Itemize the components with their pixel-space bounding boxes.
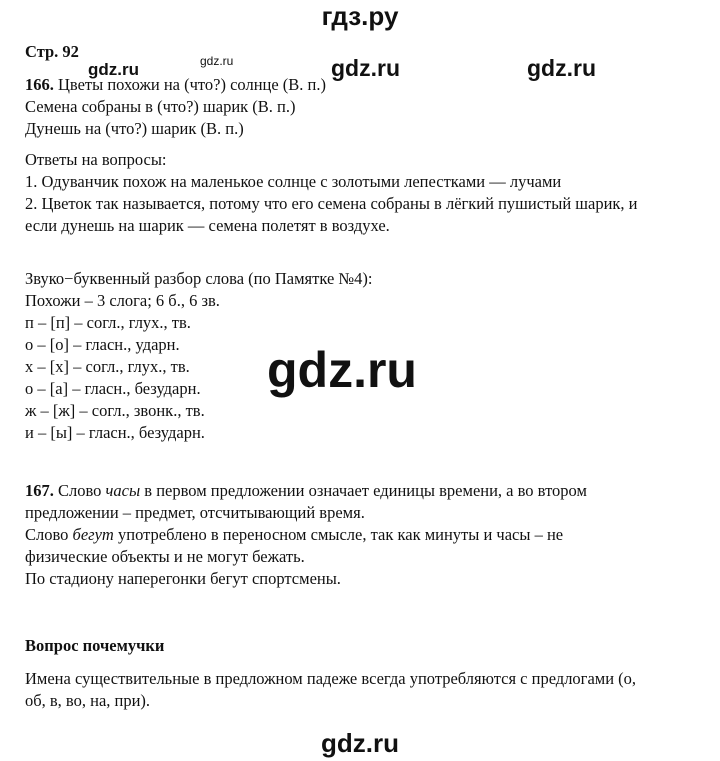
watermark-center: gdz.ru bbox=[331, 55, 400, 81]
task-166-line-1 bbox=[25, 74, 326, 96]
site-header-watermark: гдз.ру bbox=[321, 1, 399, 31]
watermark-large: gdz.ru bbox=[267, 342, 417, 398]
sound-row: о – [о] – гласн., ударн. bbox=[25, 335, 180, 354]
task-167-line-5: По стадиону наперегонки бегут спортсмены. bbox=[25, 569, 341, 588]
task-166-text-1: Цветы похожи на (что?) солнце (В. п.) bbox=[58, 75, 326, 94]
question-title: Вопрос почемучки bbox=[25, 636, 165, 655]
footer-watermark: gdz.ru bbox=[321, 728, 399, 758]
task-167-word-chasy: часы bbox=[105, 481, 141, 500]
task-167-text-3-pre: Слово bbox=[25, 525, 73, 544]
sound-row: о – [а] – гласн., безударн. bbox=[25, 379, 201, 398]
watermark-right: gdz.ru bbox=[527, 55, 596, 81]
task-167-text-1-pre: Слово bbox=[58, 481, 106, 500]
sound-row: ж – [ж] – согл., звонк., тв. bbox=[25, 401, 205, 420]
answer-2-line-1: 2. Цветок так называется, потому что его семена собраны в лёгкий пушистый шарик, и bbox=[25, 194, 638, 213]
task-167-text-1-post: в первом предложении означает единицы времени, а во втором bbox=[140, 481, 587, 500]
answer-1: 1. Одуванчик похож на маленькое солнце с золотыми лепестками — лучами bbox=[25, 172, 562, 191]
page-label: Стр. 92 bbox=[25, 42, 79, 61]
task-167-number: 167. bbox=[25, 481, 54, 500]
answers-title: Ответы на вопросы: bbox=[25, 150, 167, 169]
watermark-small: gdz.ru bbox=[200, 54, 234, 68]
word-info: Похожи – 3 слога; 6 б., 6 зв. bbox=[25, 291, 220, 310]
sound-row: п – [п] – согл., глух., тв. bbox=[25, 313, 191, 332]
task-167-line-3 bbox=[25, 524, 563, 546]
task-166-line-3: Дунешь на (что?) шарик (В. п.) bbox=[25, 119, 244, 138]
task-167-word-begut: бегут bbox=[72, 525, 114, 544]
task-166-number: 166. bbox=[25, 75, 54, 94]
question-line-2: об, в, во, на, при). bbox=[25, 691, 151, 710]
sound-row: и – [ы] – гласн., безударн. bbox=[25, 423, 205, 442]
task-167-line-4: физические объекты и не могут бежать. bbox=[25, 547, 305, 566]
task-166-line-2: Семена собраны в (что?) шарик (В. п.) bbox=[25, 97, 296, 116]
question-line-1: Имена существительные в предложном падеже всегда употребляются с предлогами (о, bbox=[25, 669, 637, 688]
analysis-title: Звуко−буквенный разбор слова (по Памятке №4): bbox=[25, 269, 373, 288]
watermark-left: gdz.ru bbox=[88, 60, 139, 79]
task-167-line-2: предложении – предмет, отсчитывающий время. bbox=[25, 503, 365, 522]
sound-row: х – [х] – согл., глух., тв. bbox=[25, 357, 190, 376]
answer-2-line-2: если дунешь на шарик — семена полетят в воздухе. bbox=[25, 216, 390, 235]
task-167-text-3-post: употреблено в переносном смысле, так как минуты и часы – не bbox=[113, 525, 564, 544]
task-167-line-1 bbox=[25, 480, 587, 502]
